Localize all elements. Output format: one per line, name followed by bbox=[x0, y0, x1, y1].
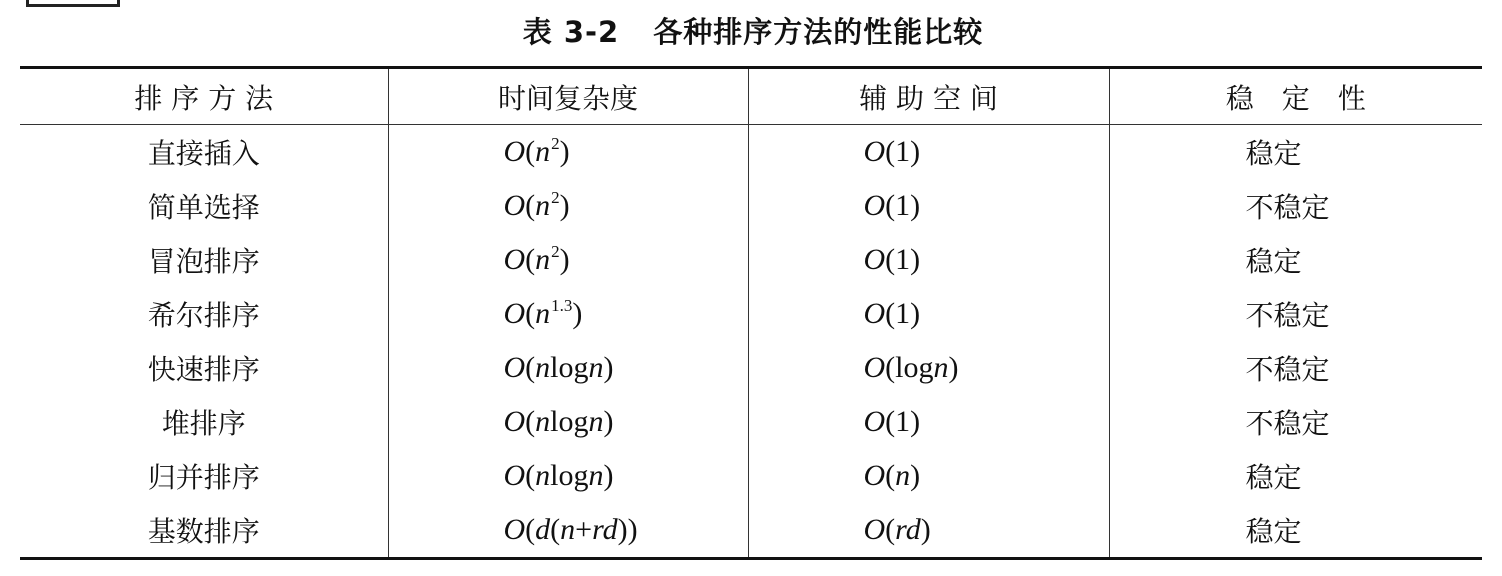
method-cell: 简单选择 bbox=[147, 191, 260, 224]
time-exponent: 2 bbox=[551, 188, 560, 207]
table-row bbox=[20, 125, 1482, 180]
method-cell: 基数排序 bbox=[147, 515, 260, 548]
stability-cell: 不稳定 bbox=[1109, 287, 1482, 341]
space-complexity-cell bbox=[748, 233, 1109, 287]
space-text: O(rd) bbox=[863, 513, 931, 546]
stability-cell: 不稳定 bbox=[1109, 341, 1482, 395]
space-complexity-cell bbox=[748, 125, 1109, 180]
time-complexity-cell bbox=[388, 341, 748, 395]
time-text: O(nlogn) bbox=[503, 459, 614, 492]
table-row bbox=[20, 395, 1482, 449]
time-pre: O( bbox=[503, 243, 536, 276]
method-cell: 冒泡排序 bbox=[147, 245, 260, 278]
time-complexity-cell bbox=[388, 179, 748, 233]
time-var: n bbox=[535, 135, 551, 168]
time-text: O(nlogn) bbox=[503, 351, 614, 384]
table-row bbox=[20, 287, 1482, 341]
method-cell: 希尔排序 bbox=[147, 299, 260, 332]
space-complexity-cell bbox=[748, 449, 1109, 503]
time-exponent: 2 bbox=[551, 134, 560, 153]
space-text: O(1) bbox=[863, 405, 921, 438]
time-exponent: 1.3 bbox=[551, 296, 573, 315]
time-complexity-cell bbox=[388, 503, 748, 559]
table-number: 表 3-2 bbox=[522, 15, 620, 49]
space-text: O(1) bbox=[863, 243, 921, 276]
method-cell: 直接插入 bbox=[147, 137, 260, 170]
time-complexity-cell bbox=[388, 287, 748, 341]
stability-cell: 稳定 bbox=[1109, 449, 1482, 503]
time-var: n bbox=[535, 189, 551, 222]
table-row bbox=[20, 233, 1482, 287]
time-post: ) bbox=[559, 135, 570, 168]
table-caption bbox=[0, 12, 1502, 52]
space-complexity-cell bbox=[748, 503, 1109, 559]
method-cell: 堆排序 bbox=[161, 407, 246, 440]
time-post: ) bbox=[559, 189, 570, 222]
stability-cell: 稳定 bbox=[1109, 233, 1482, 287]
time-pre: O( bbox=[503, 297, 536, 330]
stability-cell: 不稳定 bbox=[1109, 179, 1482, 233]
time-pre: O( bbox=[503, 135, 536, 168]
space-text: O(1) bbox=[863, 189, 921, 222]
time-text: O(nlogn) bbox=[503, 405, 614, 438]
header-row bbox=[20, 68, 1482, 125]
sorting-performance-table bbox=[20, 66, 1482, 560]
space-complexity-cell bbox=[748, 341, 1109, 395]
time-pre: O( bbox=[503, 189, 536, 222]
method-cell: 快速排序 bbox=[147, 353, 260, 386]
time-post: ) bbox=[559, 243, 570, 276]
corner-mark bbox=[26, 0, 120, 7]
time-var: n bbox=[535, 297, 551, 330]
time-var: n bbox=[535, 243, 551, 276]
time-complexity-cell bbox=[388, 125, 748, 180]
space-text: O(logn) bbox=[863, 351, 959, 384]
space-text: O(n) bbox=[863, 459, 921, 492]
table-row bbox=[20, 503, 1482, 559]
stability-cell: 不稳定 bbox=[1109, 395, 1482, 449]
table-row bbox=[20, 341, 1482, 395]
header-auxiliary-space: 辅 助 空 间 bbox=[748, 68, 1109, 125]
table-title: 各种排序方法的性能比较 bbox=[653, 15, 984, 49]
time-text: O(d(n+rd)) bbox=[503, 513, 638, 546]
time-post: ) bbox=[572, 297, 583, 330]
time-exponent: 2 bbox=[551, 242, 560, 261]
space-complexity-cell bbox=[748, 287, 1109, 341]
method-cell: 归并排序 bbox=[147, 461, 260, 494]
space-complexity-cell bbox=[748, 179, 1109, 233]
stability-cell: 稳定 bbox=[1109, 503, 1482, 559]
time-complexity-cell bbox=[388, 395, 748, 449]
header-stability: 稳 定 性 bbox=[1109, 68, 1482, 125]
time-complexity-cell bbox=[388, 449, 748, 503]
table-row bbox=[20, 179, 1482, 233]
stability-cell: 稳定 bbox=[1109, 125, 1482, 180]
space-complexity-cell bbox=[748, 395, 1109, 449]
table-row bbox=[20, 449, 1482, 503]
space-text: O(1) bbox=[863, 297, 921, 330]
space-text: O(1) bbox=[863, 135, 921, 168]
header-time-complexity: 时间复杂度 bbox=[388, 68, 748, 125]
header-method: 排 序 方 法 bbox=[20, 68, 388, 125]
time-complexity-cell bbox=[388, 233, 748, 287]
